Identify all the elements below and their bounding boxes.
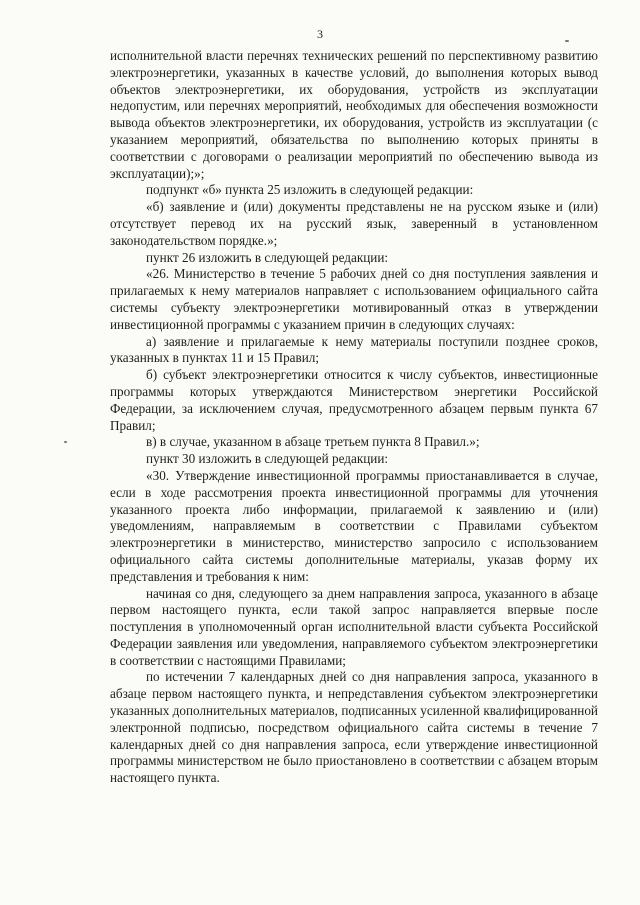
paragraph-10: «30. Утверждение инвестиционной программы приостанавливается в случае, если в ходе рассмотрения проекта инвестиционной программы для уточнения указанного проекта либо информации, прилагаемой к заявлению и (или) уведомлениям, направляемым в соответствии с Правилами субъектом электроэнергетики в министерство, министерство запросило с использованием официального сайта системы дополнительные материалы, указав форму их представления и требования к ним: [110,467,598,584]
paragraph-4: пункт 26 изложить в следующей редакции: [146,249,389,265]
paragraph-12: по истечении 7 календарных дней со дня направления запроса, указанного в абзаце первом настоящего пункта, и непредставления субъектом электроэнергетики указанных дополнительных материалов, подписанных усиленной квалифицированной электронной подписью, посредством официального сайта системы в течение 7 календарных дней со дня направления запроса, если утверждение инвестиционной программы министерством не было приостановлено в соответствии с абзацем вторым настоящего пункта. [110,669,598,786]
scan-speck [565,40,569,42]
document-body [110,48,598,787]
paragraph-6: а) заявление и прилагаемые к нему материалы поступили позднее сроков, указанных в пунктах 11 и 15 Правил; [110,333,598,366]
paragraph-2: подпункт «б» пункта 25 изложить в следующей редакции: [146,182,474,198]
paragraph-7: б) субъект электроэнергетики относится к числу субъектов, инвестиционные программы которых утверждаются Министерством энергетики Российской Федерации, за исключением случая, предусмотренного абзацем первым пункта 67 Правил; [110,367,598,433]
paragraph-8: в) в случае, указанном в абзаце третьем пункта 8 Правил.»; [146,434,480,450]
paragraph-5: «26. Министерство в течение 5 рабочих дней со дня поступления заявления и прилагаемых к нему материалов направляет с использованием официального сайта системы субъекту электроэнергетики мотивированный отказ в утверждении инвестиционной программы с указанием причин в следующих случаях: [110,266,598,332]
paragraph-11: начиная со дня, следующего за днем направления запроса, указанного в абзаце первом настоящего пункта, если такой запрос направляется впервые после поступления в уполномоченный орган исполнительной власти субъекта Российской Федерации заявления или уведомления, направляемого субъектом электроэнергетики в соответствии с настоящими Правилами; [110,585,598,668]
paragraph-3: «б) заявление и (или) документы представлены не на русском языке и (или) отсутствует перевод их на русский язык, заверенный в установленном законодательством порядке.»; [110,199,598,248]
paragraph-9: пункт 30 изложить в следующей редакции: [146,451,389,467]
paragraph-1: исполнительной власти перечнях технических решений по перспективному развитию электроэнергетики, указанных в качестве условий, до выполнения которых вывод объектов электроэнергетики, их оборудования, устройств из эксплуатации недопустим, или перечнях мероприятий, необходимых для обеспечения возможности вывода объектов электроэнергетики, их оборудования, устройств из эксплуатации (с указанием мероприятий, обязательства по выполнению которых приняты в соответствии с договорами о реализации мероприятий по обеспечению вывода из эксплуатации);»; [110,48,598,181]
scan-speck [64,441,67,443]
page-number: 3 [317,27,323,41]
